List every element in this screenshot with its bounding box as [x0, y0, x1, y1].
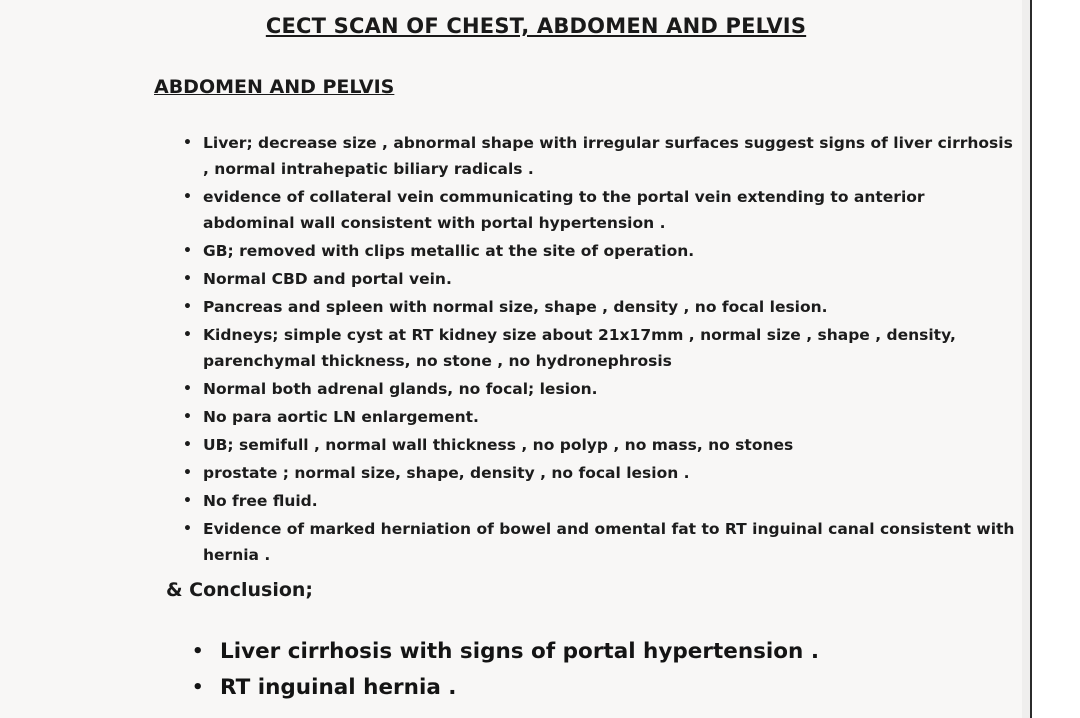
section-heading: ABDOMEN AND PELVIS	[154, 76, 395, 98]
list-item-text: GB; removed with clips metallic at the site of operation.	[203, 242, 695, 260]
list-item	[192, 634, 992, 670]
list-item-text: Kidneys; simple cyst at RT kidney size about 21x17mm , normal size , shape , density, parenchymal thickness, no stone , no hydronephrosis	[203, 326, 956, 370]
list-item	[183, 266, 1018, 292]
page-edge-margin	[1030, 0, 1080, 718]
list-item-text: Liver; decrease size , abnormal shape with irregular surfaces suggest signs of liver cirrhosis , normal intrahepatic biliary radicals .	[203, 134, 1013, 178]
bullet-icon: •	[192, 641, 204, 662]
bullet-icon: •	[183, 493, 192, 509]
bullet-icon: •	[183, 437, 192, 453]
bullet-icon: •	[192, 677, 204, 698]
list-item	[183, 238, 1018, 264]
list-item	[183, 184, 1018, 236]
bullet-icon: •	[183, 521, 192, 537]
list-item-text: Liver cirrhosis with signs of portal hypertension .	[220, 639, 820, 664]
list-item	[183, 130, 1018, 182]
bullet-icon: •	[183, 189, 192, 205]
bullet-icon: •	[183, 271, 192, 287]
list-item	[183, 488, 1018, 514]
conclusion-heading: & Conclusion;	[166, 579, 314, 601]
bullet-icon: •	[183, 299, 192, 315]
list-item-text: UB; semifull , normal wall thickness , no polyp , no mass, no stones	[203, 436, 794, 454]
bullet-icon: •	[183, 135, 192, 151]
findings-list	[183, 130, 1018, 570]
list-item	[183, 404, 1018, 430]
bullet-icon: •	[183, 381, 192, 397]
list-item-text: evidence of collateral vein communicating to the portal vein extending to anterior abdominal wall consistent with portal hypertension .	[203, 188, 925, 232]
list-item-text: Normal CBD and portal vein.	[203, 270, 452, 288]
list-item	[183, 294, 1018, 320]
bullet-icon: •	[183, 409, 192, 425]
list-item-text: No free fluid.	[203, 492, 318, 510]
bullet-icon: •	[183, 327, 192, 343]
list-item-text: RT inguinal hernia .	[220, 675, 457, 700]
bullet-icon: •	[183, 243, 192, 259]
list-item	[192, 670, 992, 706]
list-item-text: No para aortic LN enlargement.	[203, 408, 479, 426]
document-title: CECT SCAN OF CHEST, ABDOMEN AND PELVIS	[265, 14, 807, 38]
list-item-text: Pancreas and spleen with normal size, shape , density , no focal lesion.	[203, 298, 828, 316]
list-item-text: Evidence of marked herniation of bowel and omental fat to RT inguinal canal consistent with hernia .	[203, 520, 1015, 564]
list-item-text: prostate ; normal size, shape, density , no focal lesion .	[203, 464, 690, 482]
conclusions-list	[192, 634, 992, 706]
bullet-icon: •	[183, 465, 192, 481]
list-item-text: Normal both adrenal glands, no focal; lesion.	[203, 380, 598, 398]
list-item	[183, 516, 1018, 568]
list-item	[183, 460, 1018, 486]
list-item	[183, 432, 1018, 458]
list-item	[183, 376, 1018, 402]
list-item	[183, 322, 1018, 374]
